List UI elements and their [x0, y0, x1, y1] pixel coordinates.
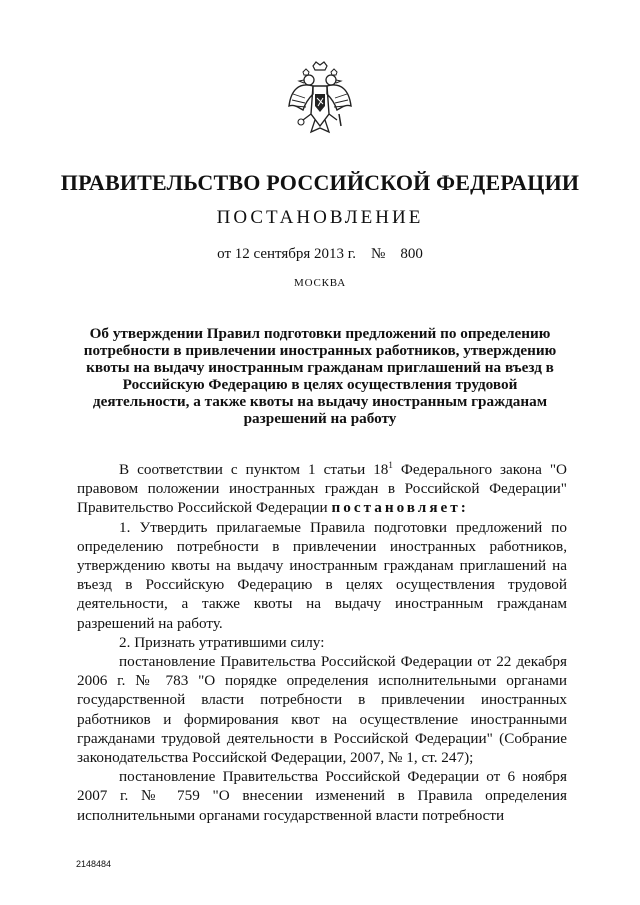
city: МОСКВА: [294, 277, 346, 289]
item-2-paragraph: 2. Признать утратившими силу:: [119, 633, 325, 651]
document-date: от 12 сентября 2013 г.: [217, 246, 357, 262]
document-body: [77, 460, 567, 825]
preamble-text-a: В соответствии с пунктом 1 статьи 18: [119, 461, 389, 478]
resolution-keyword: постановляет:: [331, 499, 469, 517]
number-sign: №: [371, 246, 386, 262]
document-title: Об утверждении Правил подготовки предложений по определению потребности в привлечении иностранных работников, утверждению квоты на выдачу иностранным гражданам приглашений на въезд в Российскую Федерацию в целях осуществления трудовой деятельности, а также квоты на выдачу иностранным гражданам разрешений на работу: [83, 325, 557, 427]
item-2b-paragraph: постановление Правительства Российской Федерации от 6 ноября 2007 г. № 759 "О внесении изменений в Правила определения исполнительными органами государственной власти потребности: [77, 768, 567, 824]
preamble-text-b: Федерального закона "О правовом положении иностранных граждан в Российской Федерации" Правительство Российской Федерации: [77, 461, 568, 517]
document-number: 800: [400, 246, 423, 262]
preamble-paragraph: [77, 460, 567, 518]
article-superscript: 1: [388, 459, 393, 470]
item-2a-paragraph: постановление Правительства Российской Федерации от 22 декабря 2006 г. № 783 "О порядке определения исполнительными органами государственной власти потребности в привлечении иностранных работников и формирования квот на осуществление иностранными гражданами трудовой деятельности в Российской Федерации" (Собрание законодательства Российской Федерации, 2007, № 1, ст. 247);: [77, 653, 567, 767]
document-type: ПОСТАНОВЛЕНИЕ: [216, 207, 424, 228]
footer-document-id: 2148484: [76, 859, 112, 869]
item-1-paragraph: 1. Утвердить прилагаемые Правила подготовки предложений по определению потребности в привлечении иностранных работников, утверждению квоты на выдачу иностранным гражданам приглашений на въезд в Российскую Федерацию в целях осуществления трудовой деятельности, а также квоты на выдачу иностранным гражданам разрешений на работу.: [77, 518, 567, 632]
date-line: [0, 246, 640, 263]
organization-heading: ПРАВИТЕЛЬСТВО РОССИЙСКОЙ ФЕДЕРАЦИИ: [60, 170, 580, 195]
russian-coat-of-arms-icon: [285, 60, 355, 140]
